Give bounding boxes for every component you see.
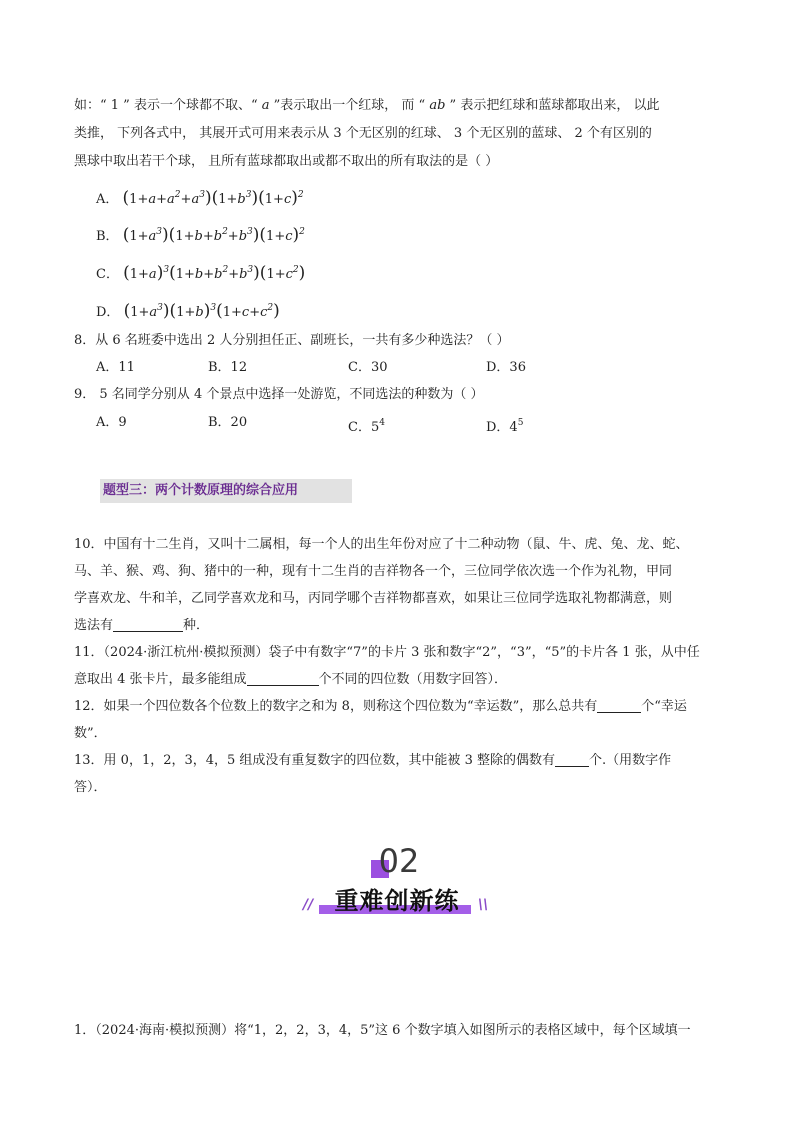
q7-text-a: 如：“ 1 ” 表示一个球都不取、“ [74,98,262,113]
q12-text: 12．如果一个四位数各个位数上的数字之和为 8，则称这个四位数为“幸运数”，那么总共有 [74,699,598,714]
q9-option-d [486,413,523,438]
q9-c-exponent: 4 [379,418,385,428]
q9-stem: 9． 5 名同学分别从 4 个景点中选择一处游览，不同选法的种数为（ ） [74,387,484,402]
q13-text: 13．用 0，1，2，3，4，5 组成没有重复数字的四位数，其中能被 3 整除的偶数有 [74,753,555,768]
answer-blank [555,752,589,767]
q9-d-base: D．4 [486,420,518,435]
part-number: 02 [378,842,420,880]
q7-line-3: 黑球中取出若干个球， 且所有蓝球都取出或都不取出的所有取法的是（ ） [74,154,499,169]
q13-line-2: 答）． [74,780,107,795]
section-title: 题型三：两个计数原理的综合应用 [103,483,299,498]
option-b-expression: $(1+a^3)(1+b+b^2+b^3)(1+c)^2$ [122,225,305,245]
option-letter: B． [96,229,119,244]
q12-line-2: 数”． [74,726,107,741]
q11-text: 意取出 4 张卡片，最多能组成 [74,672,247,687]
q10-line-3: 学喜欢龙、牛和羊，乙同学喜欢龙和马，丙同学哪个吉祥物都喜欢，如果让三位同学选取礼物都满意，则 [74,591,673,606]
q11-text-end: 个不同的四位数（用数字回答）． [318,672,508,687]
right-slash-decoration: \\ [478,897,489,913]
answer-blank [597,698,641,713]
q10-line-4 [74,616,209,636]
q7-text-c: ” 表示把红球和蓝球都取出来， 以此 [445,98,660,113]
option-letter: D． [96,305,120,320]
q7-var-ab: ab [429,98,446,113]
q12-line-1 [74,697,687,717]
q13-line-1 [74,751,671,771]
option-c-expression: $(1+a)^3(1+b+b^2+b^3)(1+c^2)$ [123,263,306,283]
q8-option-a: A．11 [96,360,135,375]
option-letter: A． [96,192,119,207]
q13-text-end: 个.（用数字作 [588,753,672,768]
q11-line-2 [74,670,507,690]
q11-line-1: 11．（2024·浙江杭州·模拟预测）袋子中有数字“7”的卡片 3 张和数字“2”，“3”，“5”的卡片各 1 张，从中任 [74,645,700,660]
q12-text-end: 个“幸运 [641,699,687,714]
q7-text-b: ”表示取出一个红球， 而 “ [269,98,430,113]
option-letter: C． [96,267,119,282]
left-slash-decoration: // [303,897,314,913]
q9-d-exponent: 5 [517,418,524,428]
q7-line-1 [74,96,659,116]
q9-c-base: C．5 [348,420,380,435]
q10-text: 选法有 [74,618,114,633]
q9-option-c [348,413,385,438]
q8-option-b: B．12 [208,360,248,375]
answer-blank [113,617,183,632]
q9-option-b: B．20 [208,415,248,430]
part-title: 重难创新练 [334,887,460,915]
answer-blank [247,671,319,686]
q7-option-c [96,260,305,285]
q7-line-2: 类推， 下列各式中， 其展开式可用来表示从 3 个无区别的红球、 3 个无区别的蓝球、 2 个有区别的 [74,126,652,141]
q10-line-2: 马、羊、猴、鸡、狗、猪中的一种，现有十二生肖的吉祥物各一个，三位同学依次选一个作为礼物，甲同 [74,564,673,579]
q10-text-end: 种． [183,618,210,633]
new-q1-line-1: 1．（2024·海南·模拟预测）将“1，2，2，3，4，5”这 6 个数字填入如图所示的表格区域中，每个区域填一 [74,1023,691,1038]
q7-option-b [96,222,305,247]
q10-line-1: 10．中国有十二生肖，又叫十二属相，每一个人的出生年份对应了十二种动物（鼠、牛、虎、兔、龙、蛇、 [74,537,689,552]
q7-option-d [96,298,280,323]
q8-option-d: D．36 [486,360,526,375]
q8-stem: 8．从 6 名班委中选出 2 人分别担任正、副班长，一共有多少种选法？（ ） [74,333,510,348]
option-d-expression: $(1+a^3)(1+b)^3(1+c+c^2)$ [123,301,280,321]
q9-option-a: A．9 [96,415,127,430]
q8-option-c: C．30 [348,360,388,375]
option-a-expression: $(1+a+a^2+a^3)(1+b^3)(1+c)^2$ [122,188,304,208]
q7-var-a: a [261,98,270,113]
q7-option-a [96,185,304,210]
